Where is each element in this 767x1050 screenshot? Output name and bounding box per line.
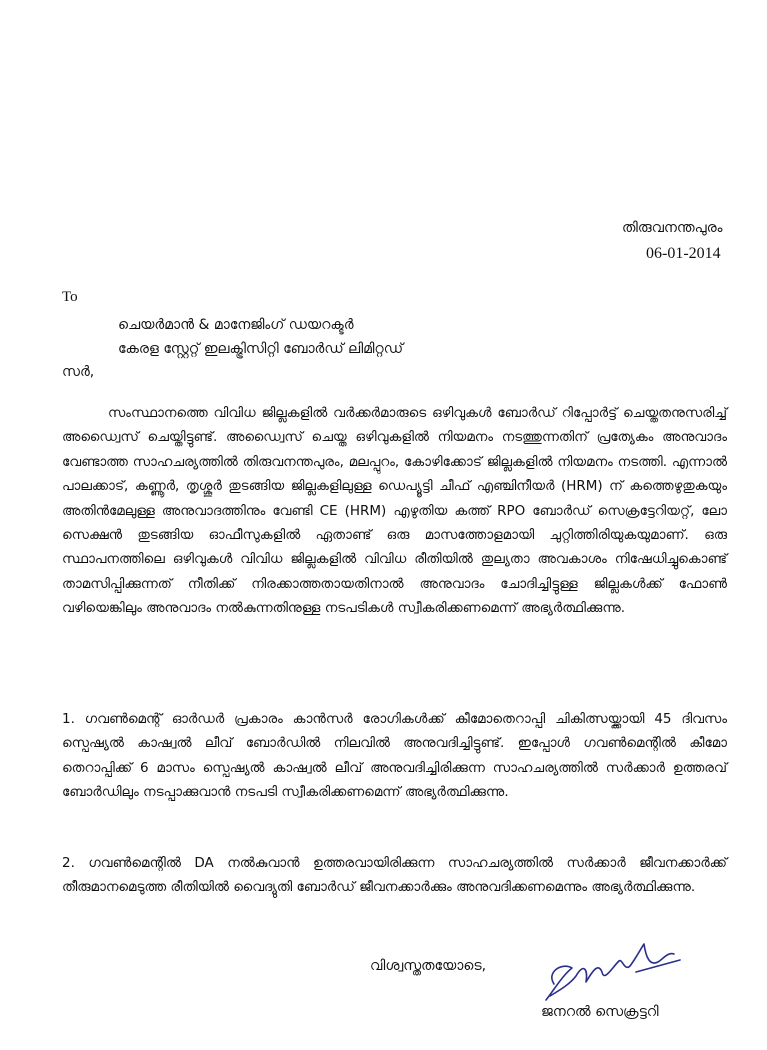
recipient-title: ചെയർമാൻ & മാനേജിംഗ് ഡയറക്ടർ (118, 317, 354, 333)
recipient-organization: കേരള സ്റ്റേറ്റ് ഇലക്ട്രിസിറ്റി ബോർഡ് ലിമിറ്റഡ് (118, 341, 404, 357)
body-paragraph-1: സംസ്ഥാനത്തെ വിവിധ ജില്ലകളിൽ വർക്കർമാരുടെ ഒഴിവുകൾ ബോർഡ് റിപ്പോർട്ട് ചെയ്തതനുസരിച്ച് അഡ്വൈസ് ചെയ്തിട്ടുണ്ട്. അഡ്വൈസ് ചെയ്ത ഒഴിവുകളിൽ നിയമനം നടത്തുന്നതിന് പ്രത്യേകം അനുവാദം വേണ്ടാത്ത സാഹചര്യത്തിൽ തിരുവനന്തപുരം, മലപ്പുറം, കോഴിക്കോട് ജില്ലകളിൽ നിയമനം നടത്തി. എന്നാൽ പാലക്കാട്, കണ്ണൂർ, തൃശ്ശൂർ തുടങ്ങിയ ജില്ലകളിലുള്ള ഡെപ്യൂട്ടി ചീഫ് എഞ്ചിനീയർ (HRM) ന് കത്തെഴുതുകയും അതിൻമേലുള്ള അനുവാദത്തിനും വേണ്ടി CE (HRM) എഴുതിയ കത്ത് RPO ബോർഡ് സെക്രട്ടേറിയറ്റ്, ലോ സെക്ഷൻ തുടങ്ങിയ ഓഫീസുകളിൽ ഏതാണ്ട് ഒരു മാസത്തോളമായി ചുറ്റിത്തിരിയുകയുമാണ്. ഒരു സ്ഥാപനത്തിലെ ഒഴിവുകൾ വിവിധ ജില്ലകളിൽ വിവിധ രീതിയിൽ തുല്യതാ അവകാശം നിഷേധിച്ചുകൊണ്ട് താമസിപ്പിക്കുന്നത് നീതിക്ക് നിരക്കാത്തതായതിനാൽ അനുവാദം ചോദിച്ചിട്ടുള്ള ജില്ലകൾക്ക് ഫോൺ വഴിയെങ്കിലും അനുവാദം നൽകുന്നതിനുള്ള നടപടികൾ സ്വീകരിക്കണമെന്ന് അഭ്യർത്ഥിക്കുന്നു. (62, 405, 727, 617)
body-paragraph-3: 2. ഗവൺമെന്റിൽ DA നൽകുവാൻ ഉത്തരവായിരിക്കുന്ന സാഹചര്യത്തിൽ സർക്കാർ ജീവനക്കാർക്ക് തീരുമാനമെടുത്ത രീതിയിൽ വൈദ്യുതി ബോർഡ് ജീവനക്കാർക്കും അനുവദിക്കണമെന്നും അഭ്യർത്ഥിക്കുന്നു. (62, 855, 727, 896)
closing-phrase: വിശ്വസ്തതയോടെ, (370, 958, 487, 974)
handwritten-signature (540, 932, 690, 1007)
to-label: To (62, 289, 78, 305)
letter-place: തിരുവനന്തപുരം (622, 220, 723, 236)
salutation: സർ, (62, 364, 95, 380)
letter-date: 06-01-2014 (646, 245, 721, 262)
body-paragraph-2: 1. ഗവൺമെന്റ് ഓർഡർ പ്രകാരം കാൻസർ രോഗികൾക്ക് കീമോതെറാപ്പി ചികിത്സയ്ക്കായി 45 ദിവസം സ്പെഷ്യൽ കാഷ്വൽ ലീവ് ബോർഡിൽ നിലവിൽ അനുവദിച്ചിട്ടുണ്ട്. ഇപ്പോൾ ഗവൺമെന്റിൽ കീമോ തെറാപ്പിക്ക് 6 മാസം സ്പെഷ്യൽ കാഷ്വൽ ലീവ് അനുവദിച്ചിരിക്കുന്ന സാഹചര്യത്തിൽ സർക്കാർ ഉത്തരവ് ബോർഡിലും നടപ്പാക്കുവാൻ നടപടി സ്വീകരിക്കണമെന്ന് അഭ്യർത്ഥിക്കുന്നു. (62, 711, 727, 801)
signatory-designation: ജനറൽ സെക്രട്ടറി (541, 1004, 659, 1020)
